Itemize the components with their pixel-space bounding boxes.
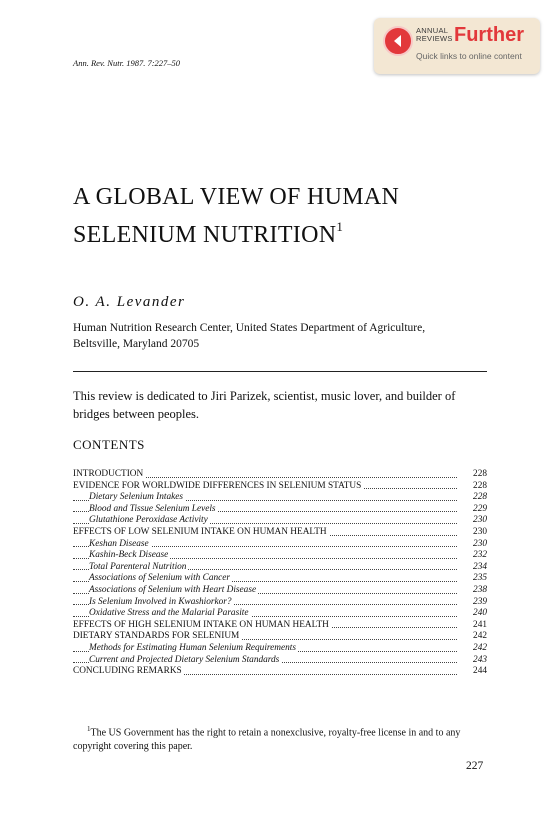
toc-entry-title: DIETARY STANDARDS FOR SELENIUM [73, 631, 240, 642]
further-label: Further [454, 24, 524, 46]
toc-entry[interactable] [73, 481, 487, 493]
toc-entry-title: EVIDENCE FOR WORLDWIDE DIFFERENCES IN SELENIUM STATUS [73, 480, 362, 491]
toc-entry[interactable] [73, 492, 487, 504]
back-arrow-icon [391, 34, 405, 48]
toc-entry-page: 242 [465, 643, 487, 655]
toc-entry-title: Is Selenium Involved in Kwashiorkor? [89, 596, 232, 607]
toc-entry-page: 240 [465, 608, 487, 620]
toc-entry-title: Methods for Estimating Human Selenium Requirements [89, 642, 297, 653]
toc-entry-title: Dietary Selenium Intakes [89, 492, 183, 503]
toc-entry-page: 234 [465, 562, 487, 574]
publisher-name [416, 27, 453, 43]
toc-entry-page: 243 [465, 655, 487, 667]
toc-entry-page: 242 [465, 631, 487, 643]
toc-entry[interactable] [73, 666, 487, 678]
toc-entry[interactable] [73, 527, 487, 539]
toc-entry[interactable] [73, 469, 487, 481]
affiliation-line1: Human Nutrition Research Center, United States Department of Agriculture, [73, 322, 426, 334]
author-affiliation [73, 320, 425, 352]
toc-entry-page: 241 [465, 620, 487, 632]
toc-entry-title: Associations of Selenium with Cancer [89, 573, 230, 584]
toc-entry-title: Oxidative Stress and the Malarial Parasite [89, 608, 249, 619]
toc-entry-title: Current and Projected Dietary Selenium Standards [89, 654, 280, 665]
author-name: O. A. Levander [73, 294, 186, 310]
toc-entry-page: 238 [465, 585, 487, 597]
toc-entry[interactable] [73, 620, 487, 632]
footnote [73, 722, 493, 754]
toc-entry[interactable] [73, 539, 487, 551]
page-number: 227 [466, 760, 484, 772]
quick-links-label: Quick links to online content [416, 51, 522, 61]
publisher-line1: ANNUAL [416, 26, 449, 35]
section-divider [73, 371, 487, 372]
journal-reference: Ann. Rev. Nutr. 1987. 7:227–50 [73, 58, 181, 68]
toc-entry-page: 228 [465, 469, 487, 481]
toc-entry-page: 230 [465, 539, 487, 551]
publisher-line2: REVIEWS [416, 34, 453, 43]
toc-entry[interactable] [73, 643, 487, 655]
toc-entry-title: Glutathione Peroxidase Activity [89, 515, 208, 526]
title-footnote-mark[interactable]: 1 [336, 219, 344, 234]
toc-entry-page: 244 [465, 666, 487, 678]
footnote-mark: 1 [87, 725, 91, 733]
toc-entry-page: 229 [465, 504, 487, 516]
toc-entry-title: Blood and Tissue Selenium Levels [89, 503, 216, 514]
title-line1: A GLOBAL VIEW OF HUMAN [73, 184, 400, 210]
toc-entry-page: 228 [465, 492, 487, 504]
toc-entry-page: 232 [465, 550, 487, 562]
toc-entry[interactable] [73, 550, 487, 562]
toc-entry-page: 235 [465, 573, 487, 585]
toc-entry-page: 230 [465, 515, 487, 527]
toc-entry-title: Keshan Disease [89, 538, 149, 549]
annual-reviews-logo-icon [383, 26, 413, 56]
toc-entry-page: 239 [465, 597, 487, 609]
toc-entry[interactable] [73, 608, 487, 620]
toc-entry-title: Total Parenteral Nutrition [89, 561, 187, 572]
toc-entry-title: EFFECTS OF LOW SELENIUM INTAKE ON HUMAN HEALTH [73, 526, 327, 537]
table-of-contents [73, 469, 487, 678]
toc-entry[interactable] [73, 655, 487, 667]
toc-entry-title: Kashin-Beck Disease [89, 550, 169, 561]
toc-entry[interactable] [73, 573, 487, 585]
toc-entry[interactable] [73, 504, 487, 516]
annual-reviews-further-banner[interactable] [374, 18, 540, 74]
contents-heading: CONTENTS [73, 437, 145, 452]
toc-entry[interactable] [73, 631, 487, 643]
toc-entry[interactable] [73, 515, 487, 527]
toc-entry-page: 230 [465, 527, 487, 539]
toc-entry-title: Associations of Selenium with Heart Disease [89, 584, 257, 595]
toc-entry[interactable] [73, 597, 487, 609]
dedication-text: This review is dedicated to Jiri Parizek, scientist, music lover, and builder of bridges between peoples. [73, 389, 456, 421]
footnote-text: The US Government has the right to retain a nonexclusive, royalty-free license in and to any copyright covering this paper. [73, 727, 461, 753]
toc-entry-title: EFFECTS OF HIGH SELENIUM INTAKE ON HUMAN HEALTH [73, 619, 329, 630]
affiliation-line2: Beltsville, Maryland 20705 [73, 338, 200, 350]
toc-entry[interactable] [73, 585, 487, 597]
toc-entry-title: INTRODUCTION [73, 469, 144, 479]
toc-entry[interactable] [73, 562, 487, 574]
title-line2: SELENIUM NUTRITION [73, 222, 337, 248]
article-title [73, 182, 399, 250]
toc-entry-title: CONCLUDING REMARKS [73, 666, 182, 677]
toc-entry-page: 228 [465, 481, 487, 493]
